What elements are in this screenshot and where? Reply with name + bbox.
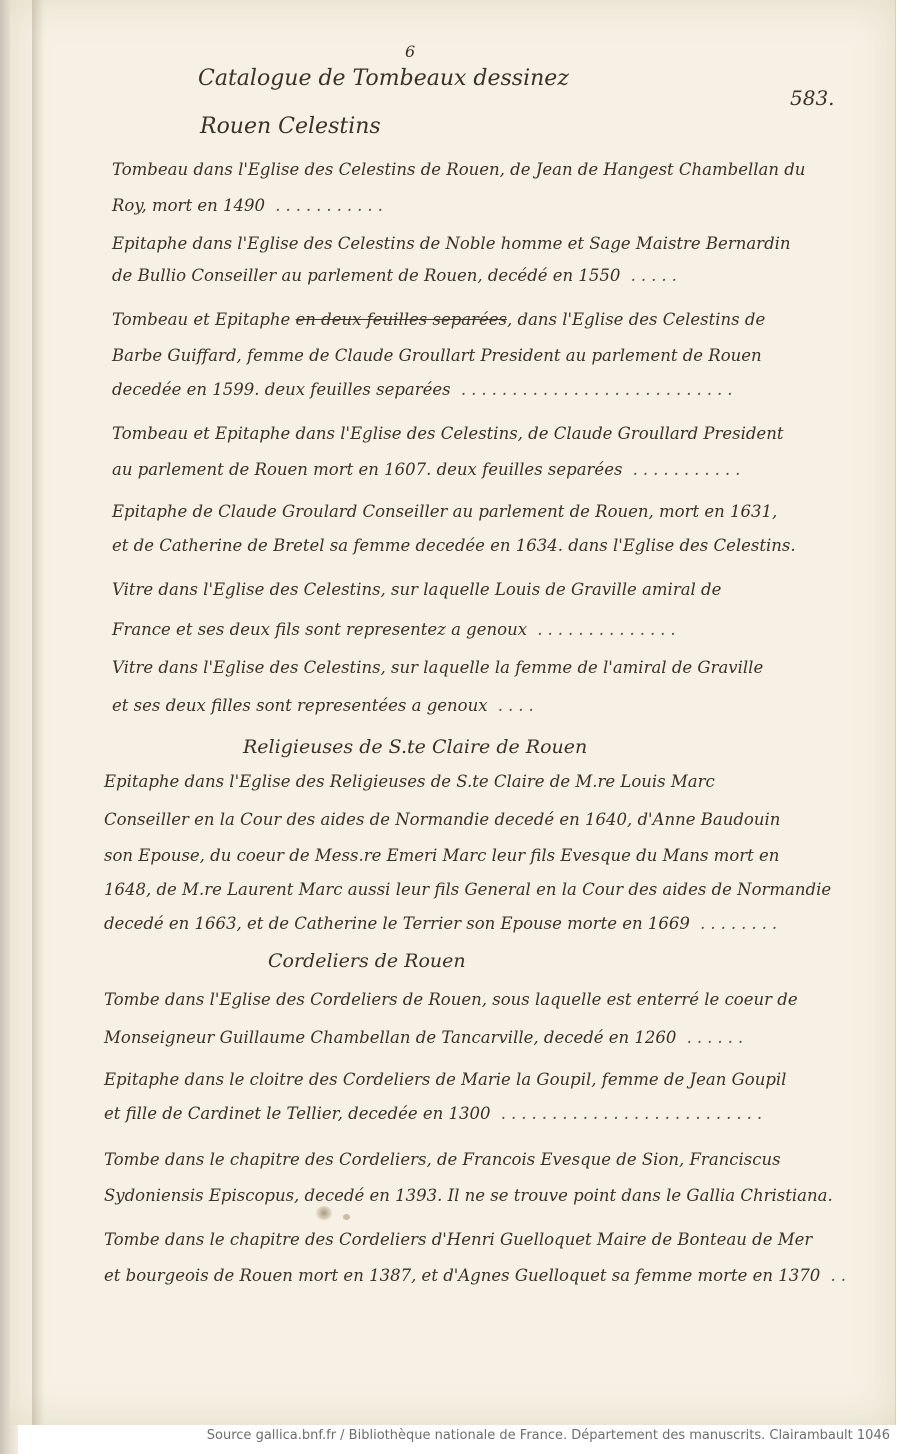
entry-line: 1648, de M.re Laurent Marc aussi leur fils General en la Cour des aides de Normandie [104, 880, 832, 899]
entry-line: Vitre dans l'Eglise des Celestins, sur laquelle la femme de l'amiral de Graville [112, 658, 764, 677]
entry-line: et fille de Cardinet le Tellier, decedée en 1300 .......................... [104, 1104, 768, 1123]
entry-line: Epitaphe dans l'Eglise des Celestins de Noble homme et Sage Maistre Bernardin [112, 234, 791, 253]
folio-top-number: 6 [405, 42, 416, 61]
section-heading-rouen-celestins: Rouen Celestins [200, 114, 381, 139]
ink-blot [316, 1206, 332, 1220]
source-footer: Source gallica.bnf.fr / Bibliothèque nationale de France. Département des manuscrits. Clairambault 1046 [206, 1428, 890, 1443]
entry-line: Barbe Guiffard, femme de Claude Groullart President au parlement de Rouen [112, 346, 762, 365]
entry-line: Tombeau et Epitaphe en deux feuilles separées, dans l'Eglise des Celestins de [112, 310, 766, 329]
entry-line: Tombeau et Epitaphe dans l'Eglise des Celestins, de Claude Groullard President [112, 424, 784, 443]
section-heading-sainte-claire: Religieuses de S.te Claire de Rouen [243, 736, 588, 758]
entry-line: Vitre dans l'Eglise des Celestins, sur laquelle Louis de Graville amiral de [112, 580, 722, 599]
page-title: Catalogue de Tombeaux dessinez [198, 66, 569, 91]
folio-number: 583. [790, 86, 835, 110]
ink-blot [343, 1214, 350, 1220]
entry-line: decedé en 1663, et de Catherine le Terrier son Epouse morte en 1669 ........ [104, 914, 783, 933]
entry-line: au parlement de Rouen mort en 1607. deux feuilles separées ........... [112, 460, 746, 479]
entry-line: Epitaphe dans le cloitre des Cordeliers de Marie la Goupil, femme de Jean Goupil [104, 1070, 787, 1089]
struck-text: en deux feuilles separées [295, 310, 508, 329]
entry-line: Sydoniensis Episcopus, decedé en 1393. Il ne se trouve point dans le Gallia Christiana. [104, 1186, 833, 1205]
entry-line: Epitaphe dans l'Eglise des Religieuses de S.te Claire de M.re Louis Marc [104, 772, 715, 791]
entry-line: Tombe dans le chapitre des Cordeliers d'Henri Guelloquet Maire de Bonteau de Mer [104, 1230, 813, 1249]
entry-line: et ses deux filles sont representées a genoux .... [112, 696, 539, 715]
entry-line: Roy, mort en 1490 ........... [112, 196, 388, 215]
entry-line: Epitaphe de Claude Groulard Conseiller au parlement de Rouen, mort en 1631, [112, 502, 778, 521]
entry-line: Monseigneur Guillaume Chambellan de Tancarville, decedé en 1260 ...... [104, 1028, 749, 1047]
entry-line: Conseiller en la Cour des aides de Normandie decedé en 1640, d'Anne Baudouin [104, 810, 781, 829]
page-binding-shadow [32, 0, 44, 1425]
entry-line: decedée en 1599. deux feuilles separées ........................... [112, 380, 738, 399]
entry-line: son Epouse, du coeur de Mess.re Emeri Marc leur fils Evesque du Mans mort en [104, 846, 780, 865]
entry-line: Tombe dans l'Eglise des Cordeliers de Rouen, sous laquelle est enterré le coeur de [104, 990, 798, 1009]
entry-line: de Bullio Conseiller au parlement de Rouen, decédé en 1550 ..... [112, 266, 682, 285]
entry-line: et bourgeois de Rouen mort en 1387, et d'Agnes Guelloquet sa femme morte en 1370 .. [104, 1266, 851, 1285]
section-heading-cordeliers: Cordeliers de Rouen [268, 950, 466, 972]
entry-line: Tombe dans le chapitre des Cordeliers, de Francois Evesque de Sion, Franciscus [104, 1150, 781, 1169]
entry-line: Tombeau dans l'Eglise des Celestins de Rouen, de Jean de Hangest Chambellan du [112, 160, 806, 179]
entry-line: et de Catherine de Bretel sa femme decedée en 1634. dans l'Eglise des Celestins. [112, 536, 796, 555]
entry-line: France et ses deux fils sont representez a genoux .............. [112, 620, 681, 639]
